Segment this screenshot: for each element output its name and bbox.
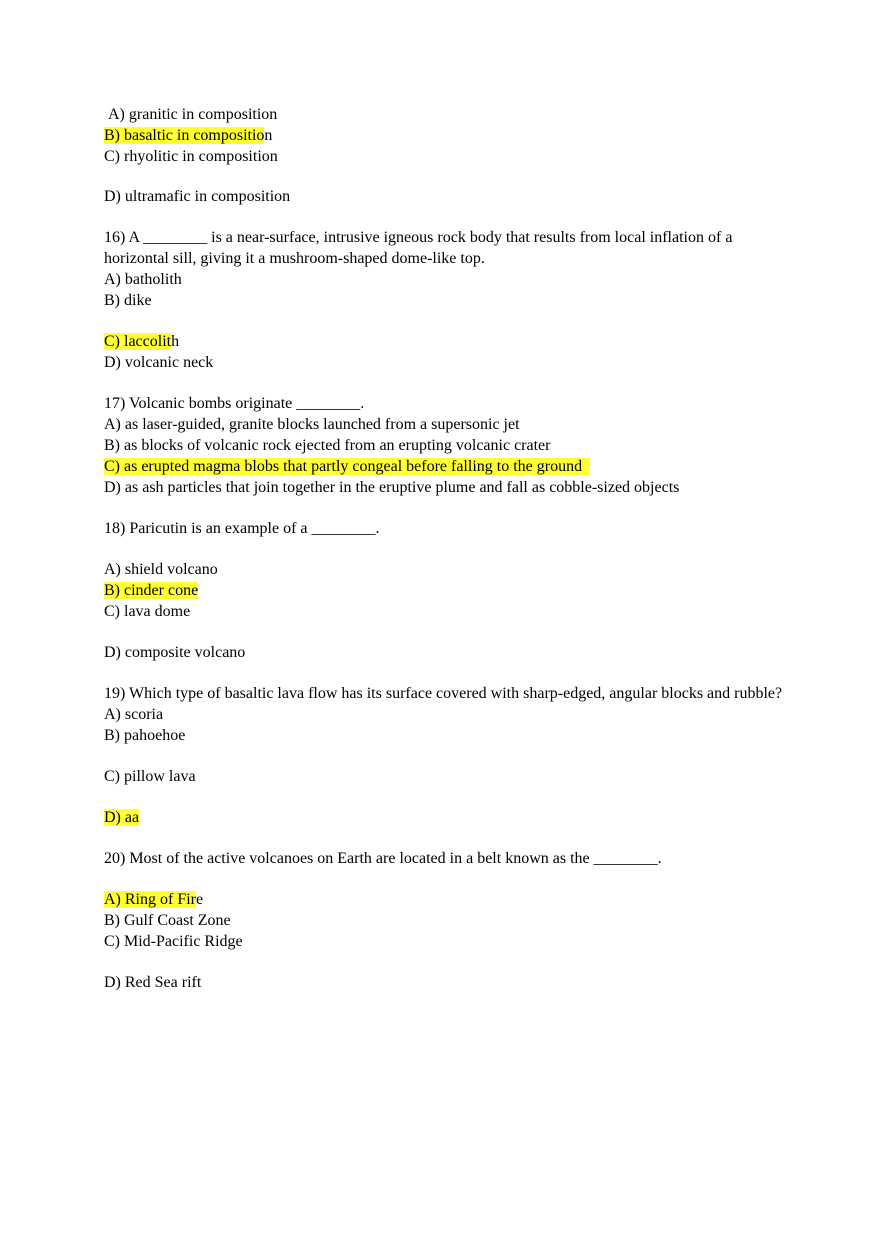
q19-option-a bbox=[104, 704, 794, 725]
q16-option-a bbox=[104, 269, 794, 290]
q16-stem-text: 16) A ________ is a near-surface, intrusive igneous rock body that results from local inflation of a horizontal sill, giving it a mushroom-shaped dome-like top. bbox=[104, 229, 733, 267]
q17-stem bbox=[104, 393, 794, 414]
q15-option-c-text: C) rhyolitic in composition bbox=[104, 148, 278, 165]
q19-option-b bbox=[104, 725, 794, 746]
q15-option-d bbox=[104, 186, 794, 207]
q16-option-c-tail: h bbox=[171, 333, 180, 350]
q19-option-b-text: B) pahoehoe bbox=[104, 727, 186, 744]
q16-option-b bbox=[104, 290, 794, 311]
q18-option-a bbox=[104, 559, 794, 580]
q20-stem-text: 20) Most of the active volcanoes on Earth are located in a belt known as the ________. bbox=[104, 850, 662, 867]
q18-option-d-text: D) composite volcano bbox=[104, 644, 246, 661]
q17-option-d-text: D) as ash particles that join together in the eruptive plume and fall as cobble-sized objects bbox=[104, 479, 680, 496]
q20-option-c-text: C) Mid-Pacific Ridge bbox=[104, 933, 243, 950]
q17-stem-text: 17) Volcanic bombs originate ________. bbox=[104, 395, 365, 412]
q16-stem bbox=[104, 227, 794, 269]
q15-option-a-text: A) granitic in composition bbox=[108, 106, 278, 123]
q15-option-a bbox=[104, 104, 794, 125]
q20-option-b-text: B) Gulf Coast Zone bbox=[104, 912, 231, 929]
q20-option-a-tail: e bbox=[196, 891, 204, 908]
q17-option-a-text: A) as laser-guided, granite blocks launched from a supersonic jet bbox=[104, 416, 520, 433]
q18-option-b bbox=[104, 580, 794, 601]
q16-option-d bbox=[104, 352, 794, 373]
q18-stem bbox=[104, 518, 794, 539]
q16-option-b-text: B) dike bbox=[104, 292, 152, 309]
q16-option-a-text: A) batholith bbox=[104, 271, 182, 288]
q19-option-a-text: A) scoria bbox=[104, 706, 164, 723]
q20-option-a-highlighted: A) Ring of Fir bbox=[104, 891, 196, 908]
q20-option-a bbox=[104, 889, 794, 910]
q20-stem bbox=[104, 848, 794, 869]
q20-option-d bbox=[104, 972, 794, 993]
q18-option-b-highlighted: B) cinder cone bbox=[104, 582, 199, 599]
q20-option-d-text: D) Red Sea rift bbox=[104, 974, 202, 991]
q18-stem-text: 18) Paricutin is an example of a ________. bbox=[104, 520, 380, 537]
q18-option-c bbox=[104, 601, 794, 622]
q19-option-c bbox=[104, 766, 794, 787]
q15-option-b-highlighted: B) basaltic in compositio bbox=[104, 127, 265, 144]
q17-option-b-text: B) as blocks of volcanic rock ejected from an erupting volcanic crater bbox=[104, 437, 551, 454]
q20-option-c bbox=[104, 931, 794, 952]
q19-option-d-highlighted: D) aa bbox=[104, 809, 140, 826]
q19-option-c-text: C) pillow lava bbox=[104, 768, 196, 785]
q20-option-b bbox=[104, 910, 794, 931]
q16-option-c bbox=[104, 331, 794, 352]
q15-option-c bbox=[104, 146, 794, 167]
q18-option-c-text: C) lava dome bbox=[104, 603, 191, 620]
q15-option-d-text: D) ultramafic in composition bbox=[104, 188, 291, 205]
q15-option-b-tail: n bbox=[264, 127, 273, 144]
q17-option-c bbox=[104, 456, 794, 477]
q19-stem bbox=[104, 683, 794, 704]
q16-option-d-text: D) volcanic neck bbox=[104, 354, 214, 371]
document-page bbox=[104, 104, 794, 993]
q17-option-a bbox=[104, 414, 794, 435]
q17-option-b bbox=[104, 435, 794, 456]
q16-option-c-highlighted: C) laccolit bbox=[104, 333, 172, 350]
q15-option-b bbox=[104, 125, 794, 146]
q17-option-c-highlighted: C) as erupted magma blobs that partly congeal before falling to the ground bbox=[104, 458, 591, 475]
q18-option-d bbox=[104, 642, 794, 663]
q17-option-d bbox=[104, 477, 794, 498]
q19-option-d bbox=[104, 807, 794, 828]
q18-option-a-text: A) shield volcano bbox=[104, 561, 218, 578]
q19-stem-text: 19) Which type of basaltic lava flow has its surface covered with sharp-edged, angular blocks and rubble? bbox=[104, 685, 783, 702]
